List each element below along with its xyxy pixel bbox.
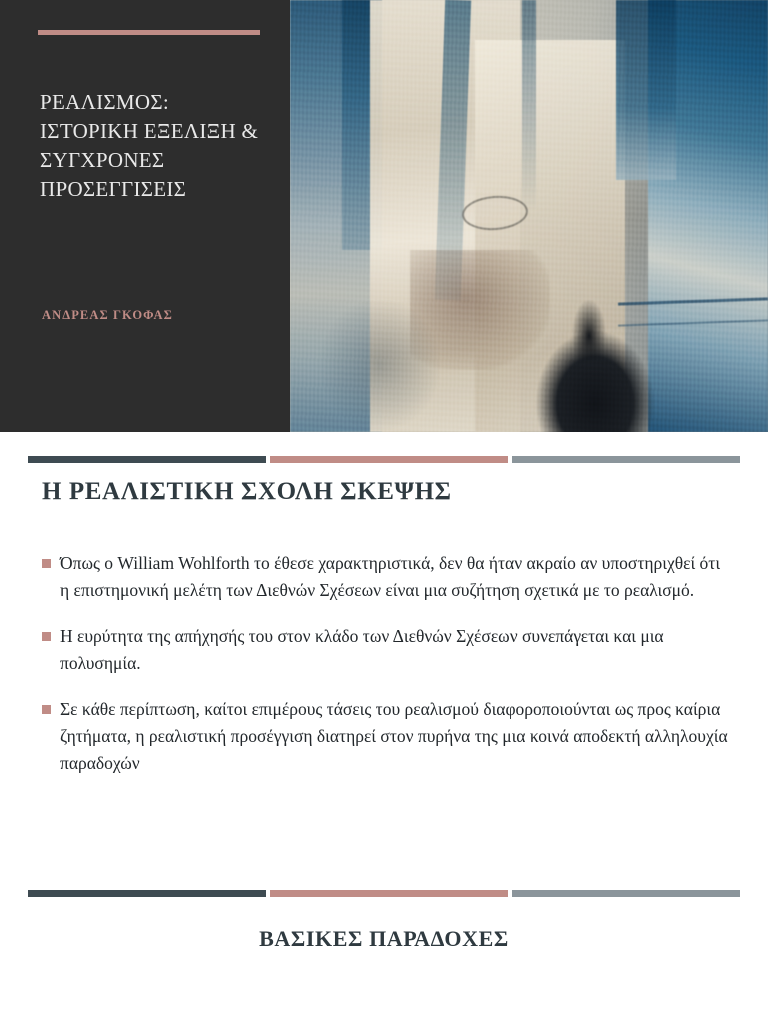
author-name: ΑΝΔΡΕΑΣ ΓΚΟΦΑΣ <box>42 308 173 322</box>
bullet-list <box>42 550 730 796</box>
bar-segment-rose <box>270 456 508 463</box>
title-accent-rule <box>38 30 260 35</box>
title-panel <box>0 0 290 432</box>
bullet-square-icon <box>42 632 51 641</box>
list-item <box>42 550 730 603</box>
bar-segment-dark <box>28 890 266 897</box>
content-heading: Η ΡΕΑΛΙΣΤΙΚΗ ΣΧΟΛΗ ΣΚΕΨΗΣ <box>42 478 452 505</box>
bullet-square-icon <box>42 705 51 714</box>
section-top-bar <box>28 890 740 897</box>
section-heading: ΒΑΣΙΚΕΣ ΠΑΡΑΔΟΧΕΣ <box>259 926 509 951</box>
cover-photo <box>290 0 768 432</box>
content-top-bar <box>28 456 740 463</box>
photo-texture-grain <box>290 0 768 432</box>
bar-segment-gray <box>512 890 740 897</box>
content-slide <box>0 432 768 890</box>
bullet-square-icon <box>42 559 51 568</box>
bar-segment-dark <box>28 456 266 463</box>
list-item <box>42 696 730 776</box>
bullet-text: Όπως ο William Wohlforth το έθεσε χαρακτηριστικά, δεν θα ήταν ακραίο αν υποστηριχθεί ότι η επιστημονική μελέτη των Διεθνών Σχέσεων είναι μια συζήτηση σχετικά με το ρεαλισμό. <box>60 553 721 600</box>
bar-segment-rose <box>270 890 508 897</box>
list-item <box>42 623 730 676</box>
bullet-text: Σε κάθε περίπτωση, καίτοι επιμέρους τάσεις του ρεαλισμού διαφοροποιούνται ως προς καίρια ζητήματα, η ρεαλιστική προσέγγιση διατηρεί στον πυρήνα της μια κοινά αποδεκτή αλληλουχία παραδοχών <box>60 699 728 773</box>
presentation-title: ΡΕΑΛΙΣΜΟΣ: ΙΣΤΟΡΙΚΗ ΕΞΕΛΙΞΗ & ΣΥΓΧΡΟΝΕΣ ΠΡΟΣΕΓΓΙΣΕΙΣ <box>40 90 259 201</box>
title-slide <box>0 0 768 432</box>
bar-segment-gray <box>512 456 740 463</box>
section-slide <box>0 890 768 1024</box>
bullet-text: Η ευρύτητα της απήχησής του στον κλάδο των Διεθνών Σχέσεων συνεπάγεται και μια πολυσημία. <box>60 626 664 673</box>
